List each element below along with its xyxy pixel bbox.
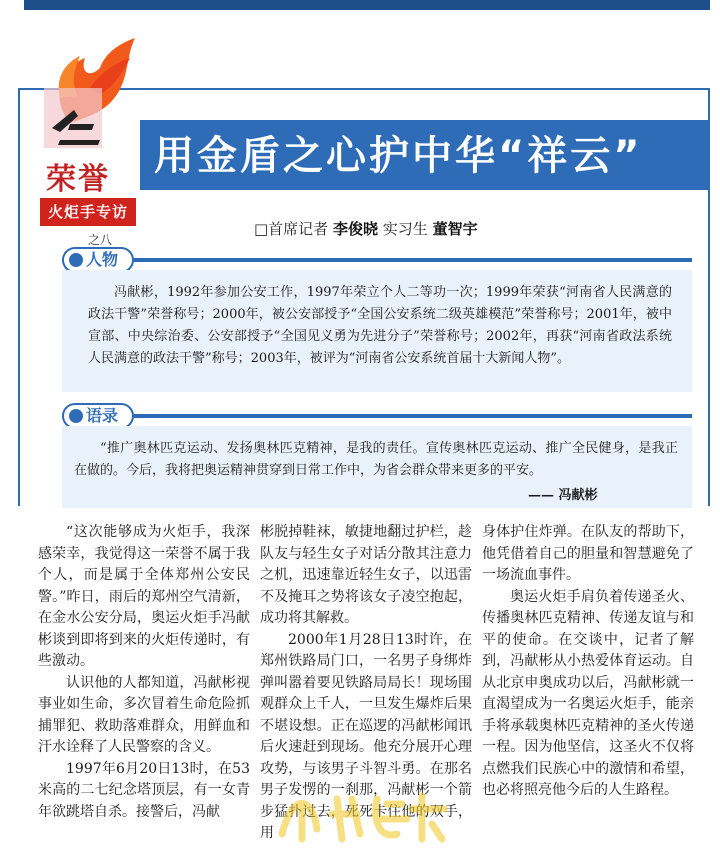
quote-section-rule xyxy=(62,414,692,418)
top-color-bar xyxy=(24,0,710,10)
article-column-1 xyxy=(38,522,250,823)
quote-text: “推广奥林匹克运动、发扬奥林匹克精神，是我的责任。宣传奥林匹克运动、推广全民健身，是我正在做的。今后，我将把奥运精神贯穿到日常工作中，为省会群众带来更多的平安。 xyxy=(74,441,678,478)
paragraph: “这次能够成为火炬手，我深感荣幸，我觉得这一荣誉不属于我个人，而是属于全体郑州公安民警。”昨日，雨后的郑州空气清新，在金水公安分局，奥运火炬手冯献彬谈到即将到来的火炬传递时，有些激动。 xyxy=(38,524,250,669)
article-column-3 xyxy=(482,522,694,802)
torch-flame-icon xyxy=(30,28,140,158)
person-section-rule xyxy=(62,258,692,262)
quote-signature: —— 冯献彬 xyxy=(528,488,598,503)
person-text: 冯献彬，1992年参加公安工作，1997年荣立个人二等功一次；1999年荣获“河南省人民满意的政法干警”荣誉称号；2000年，被公安部授予“全国公安系统二级英雄模范”荣誉称号；2001年，被中宣部、中央综治委、公安部授予“全国见义勇为先进分子”荣誉称号；2002年，再获“河南省政法系统人民满意的政法干警”称号；2003年，被评为“河南省公安系统首届十大新闻人物”。 xyxy=(88,285,672,366)
byline xyxy=(254,218,478,239)
paragraph: 2000年1月28日13时许，在郑州铁路局门口，一名男子身绑炸弹叫嚣着要见铁路局局长！现场围观群众上千人，一旦发生爆炸后果不堪设想。正在巡逻的冯献彬闻讯后火速赶到现场。他充分展开心理攻势，与该男子斗智斗勇。在那名男子发愣的一刹那，冯献彬一个箭步猛扑过去，死死卡住他的双手，用 xyxy=(260,631,472,841)
person-section-label: 人物 xyxy=(62,247,134,273)
bullet-icon xyxy=(69,409,83,423)
honor-logo xyxy=(30,28,140,247)
paragraph: 彬脱掉鞋袜，敏捷地翻过护栏，趁队友与轻生女子对话分散其注意力之机，迅速靠近轻生女子，以迅雷不及掩耳之势将该女子凌空抱起，成功将其解救。 xyxy=(260,524,472,626)
honor-text: 荣誉 xyxy=(46,162,110,197)
byline-trainee: 董智宇 xyxy=(432,220,478,238)
quote-section-label: 语录 xyxy=(62,403,134,429)
torchbearer-interview-badge: 火炬手专访 xyxy=(40,198,136,226)
headline: 用金盾之心护中华“祥云” xyxy=(154,133,643,179)
byline-trainee-label: 实习生 xyxy=(382,220,428,238)
watermark-logo xyxy=(272,784,452,844)
paragraph: 奥运火炬手肩负着传递圣火、传播奥林匹克精神、传递友谊与和平的使命。在交谈中，记者了解到，冯献彬从小热爱体育运动。自从北京申奥成功以后，冯献彬就一直渴望成为一名奥运火炬手，能亲手将承载奥林匹克精神的圣火传递一程。因为他坚信，这圣火不仅将点燃我们民族心中的激情和希望，也必将照亮他今后的人生路程。 xyxy=(482,588,694,798)
byline-reporter: 李俊晓 xyxy=(332,220,378,238)
paragraph: 身体护住炸弹。在队友的帮助下，他凭借着自己的胆量和智慧避免了一场流血事件。 xyxy=(482,524,694,583)
paragraph: 认识他的人都知道，冯献彬视事业如生命，多次冒着生命危险抓捕罪犯、救助落难群众，用鲜血和汗水诠释了人民警察的含义。 xyxy=(38,674,250,755)
bullet-icon xyxy=(69,253,83,267)
paragraph: 1997年6月20日13时，在53米高的二七纪念塔顶层，有一女青年欲跳塔自杀。接警后，冯献 xyxy=(38,760,250,820)
series-number: 之八 xyxy=(88,233,113,247)
byline-prefix: □首席记者 xyxy=(254,220,329,238)
